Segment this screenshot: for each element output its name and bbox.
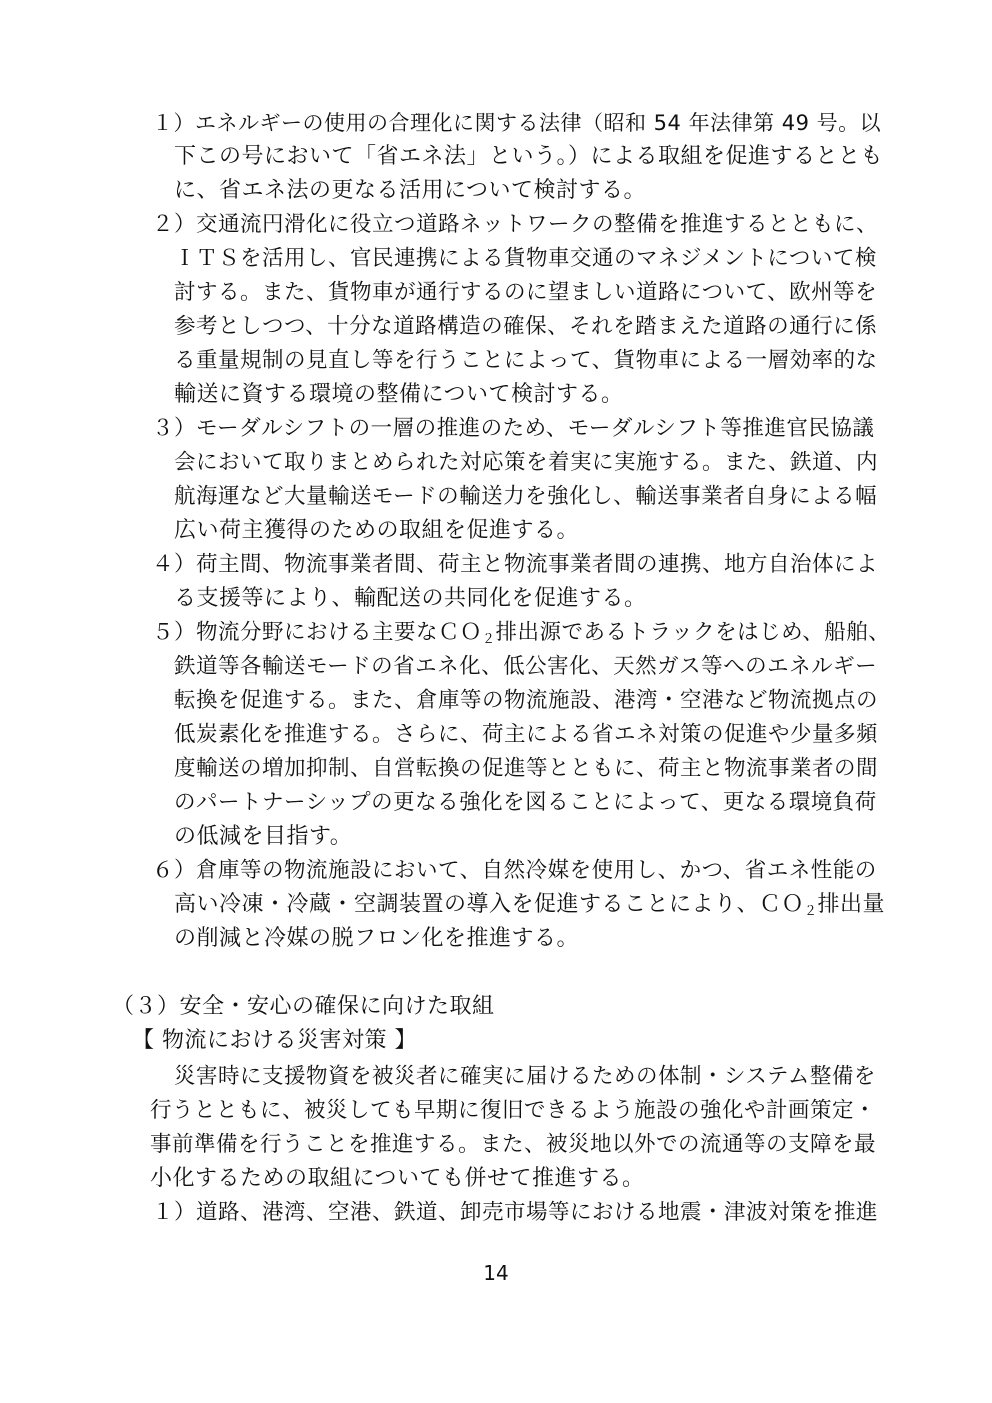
section-heading: （３）安全・安心の確保に向けた取組 bbox=[112, 994, 495, 1019]
item-3-line-4: 広い荷主獲得のための取組を促進する。 bbox=[174, 518, 580, 543]
item-2-line-1: ２）交通流円滑化に役立つ道路ネットワークの整備を推進するとともに、 bbox=[152, 212, 879, 237]
item-2-line-6: 輸送に資する環境の整備について検討する。 bbox=[174, 382, 624, 407]
item-5-line-4: 低炭素化を推進する。さらに、荷主による省エネ対策の促進や少量多頻 bbox=[174, 722, 879, 747]
item-6-line-3: の削減と冷媒の脱フロン化を推進する。 bbox=[174, 926, 580, 951]
section-para-line-3: 事前準備を行うことを推進する。また、被災地以外での流通等の支障を最 bbox=[150, 1132, 877, 1157]
item-5-line-5: 度輸送の増加抑制、自営転換の促進等とともに、荷主と物流事業者の間 bbox=[174, 756, 879, 781]
section-para-line-2: 行うとともに、被災しても早期に復旧できるよう施設の強化や計画策定・ bbox=[150, 1098, 877, 1123]
item-6-line-1: ６）倉庫等の物流施設において、自然冷媒を使用し、かつ、省エネ性能の bbox=[152, 858, 877, 883]
item-5-line-2: 鉄道等各輸送モードの省エネ化、低公害化、天然ガス等へのエネルギー bbox=[174, 654, 878, 679]
item-1-line-2: 下この号において「省エネ法」という。）による取組を促進するととも bbox=[174, 144, 884, 169]
item-2-line-2: ＩＴＳを活用し、官民連携による貨物車交通のマネジメントについて検 bbox=[174, 246, 877, 271]
item-4-line-1: ４）荷主間、物流事業者間、荷主と物流事業者間の連携、地方自治体によ bbox=[152, 552, 879, 577]
item-5-line-1-head: ５）物流分野における主要なＣＯ bbox=[152, 620, 483, 645]
page-number: 14 bbox=[483, 1261, 509, 1285]
item-5-line-6: のパートナーシップの更なる強化を図ることによって、更なる環境負荷 bbox=[174, 790, 877, 815]
item-6-line-2-tail: 排出量 bbox=[817, 892, 886, 917]
item-2-line-5: る重量規制の見直し等を行うことによって、貨物車による一層効率的な bbox=[174, 348, 878, 373]
section-para-line-4: 小化するための取組についても併せて推進する。 bbox=[150, 1166, 645, 1191]
co2-subscript: ２ bbox=[804, 904, 818, 919]
item-4-line-2: る支援等により、輸配送の共同化を促進する。 bbox=[174, 586, 647, 611]
item-3-line-2: 会において取りまとめられた対応策を着実に実施する。また、鉄道、内 bbox=[174, 450, 879, 475]
item-2-line-3: 討する。また、貨物車が通行するのに望ましい道路について、欧州等を bbox=[174, 280, 878, 305]
section-item-1: １）道路、港湾、空港、鉄道、卸売市場等における地震・津波対策を推進 bbox=[152, 1200, 879, 1225]
co2-subscript: ２ bbox=[482, 632, 496, 647]
item-6-line-2 bbox=[174, 888, 885, 922]
item-6-line-2-head: 高い冷凍・冷蔵・空調装置の導入を促進することにより、ＣＯ bbox=[174, 892, 805, 917]
item-5-line-1 bbox=[152, 616, 890, 650]
item-2-line-4: 参考としつつ、十分な道路構造の確保、それを踏まえた道路の通行に係 bbox=[174, 314, 878, 339]
item-5-line-7: の低減を目指す。 bbox=[174, 824, 353, 849]
section-para-line-1: 災害時に支援物資を被災者に確実に届けるための体制・システム整備を bbox=[174, 1064, 876, 1089]
item-5-line-1-tail: 排出源であるトラックをはじめ、船舶、 bbox=[495, 620, 891, 645]
item-3-line-3: 航海運など大量輸送モードの輸送力を強化し、輸送事業者自身による幅 bbox=[174, 484, 878, 509]
item-5-line-3: 転換を促進する。また、倉庫等の物流施設、港湾・空港など物流拠点の bbox=[174, 688, 879, 713]
section-subheading: 【 物流における災害対策 】 bbox=[132, 1028, 417, 1053]
item-1-line-1: １）エネルギーの使用の合理化に関する法律（昭和 54 年法律第 49 号。以 bbox=[152, 111, 882, 135]
item-1-line-3: に、省エネ法の更なる活用について検討する。 bbox=[174, 178, 647, 203]
item-3-line-1: ３）モーダルシフトの一層の推進のため、モーダルシフト等推進官民協議 bbox=[152, 416, 875, 441]
